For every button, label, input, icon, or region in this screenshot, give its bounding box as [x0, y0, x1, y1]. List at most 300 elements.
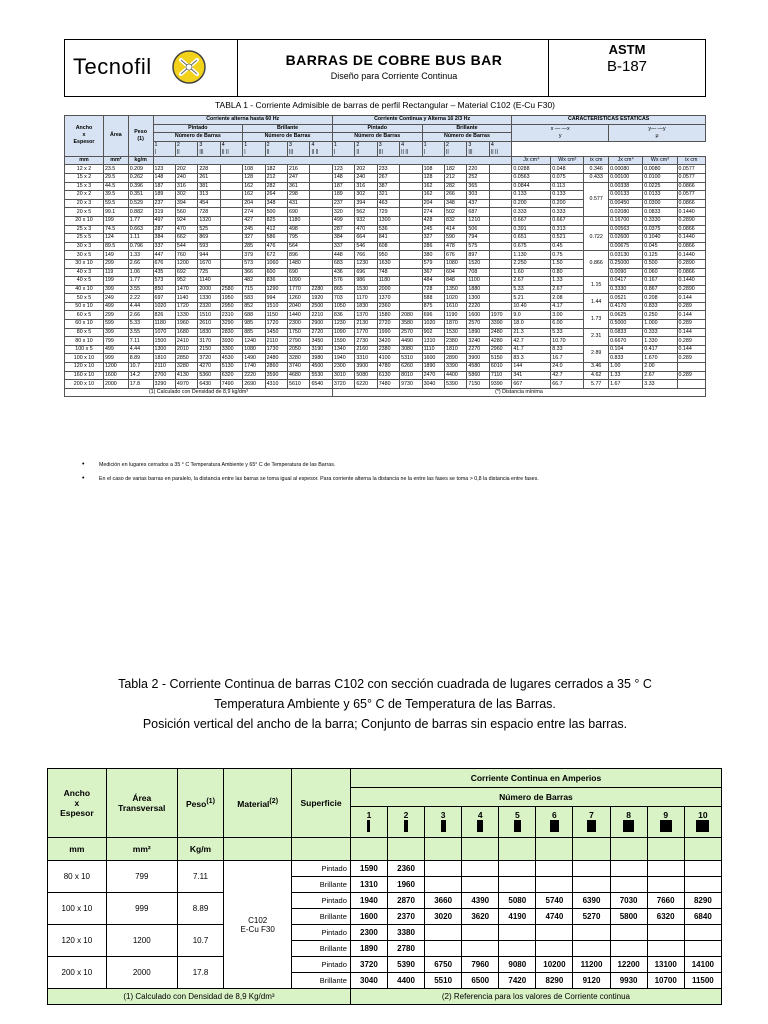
t1-cell: 2500: [310, 302, 332, 311]
t1-data-row: [65, 302, 706, 311]
t1-unit-jx: Jx cm⁴: [512, 156, 551, 165]
t2-cell: 2360: [387, 861, 424, 877]
t1-cell: 3900: [467, 354, 489, 363]
t1-cell: 20 x 2: [65, 191, 104, 200]
t2-cell: 1600: [350, 909, 387, 925]
t2-cell: 9080: [499, 957, 536, 973]
t1-cell: 484: [422, 277, 444, 286]
t1-cell: 247: [288, 173, 310, 182]
t1-cell: [400, 294, 422, 303]
t1-cell: 74.5: [103, 225, 128, 234]
t1-bar-count: 4 || ||: [400, 141, 422, 156]
t1-cell: 2210: [310, 311, 332, 320]
t1-ac-brillante: Brillante: [243, 124, 333, 133]
t1-cell: [310, 251, 332, 260]
t2-head-peso: Peso$^{(1)}$: [177, 769, 223, 838]
t1-cell: 499: [103, 345, 128, 354]
t1-cell: 4530: [220, 354, 242, 363]
t1-cell: 2900: [310, 320, 332, 329]
t1-cell: [489, 234, 511, 243]
t1-cell: 0.0866: [677, 182, 705, 191]
t1-cell: 8.33: [551, 345, 584, 354]
t1-cell: [489, 216, 511, 225]
t1-cell: 0.0866: [677, 199, 705, 208]
t1-cell: 5.21: [512, 294, 551, 303]
t2-cell: 12200: [610, 957, 647, 973]
t2-foot-density: (1) Calculado con Densidad de 8,9 Kg/dm³: [48, 989, 351, 1005]
t1-cell: 6430: [198, 380, 220, 389]
t1-cell: 0.3330: [643, 216, 677, 225]
t1-cell: 384: [332, 234, 354, 243]
t1-cell: 0.0866: [677, 268, 705, 277]
t1-cell: 15 x 3: [65, 182, 104, 191]
t1-cell: 316: [175, 182, 197, 191]
t1-cell: 0.2890: [677, 285, 705, 294]
t1-cell: [400, 199, 422, 208]
t1-cell: 794: [467, 234, 489, 243]
t1-cell: 120 x 10: [65, 363, 104, 372]
t1-cell: 21.3: [512, 328, 551, 337]
t1-cell: 5860: [467, 371, 489, 380]
t1-cell: 7110: [489, 371, 511, 380]
t1-cell: [677, 380, 705, 389]
t2-bar-count: 8: [610, 807, 647, 838]
t2-cell: 6390: [573, 893, 610, 909]
t1-cell: 0.0300: [643, 199, 677, 208]
t1-cell: 0.3330: [609, 285, 643, 294]
t2-unit-kgm: Kg/m: [177, 838, 223, 861]
t1-cell: 0.289: [677, 337, 705, 346]
t1-cell: [489, 165, 511, 174]
t1-cell: 502: [445, 208, 467, 217]
t2-bar-count: 3: [425, 807, 462, 838]
t1-cell: 1.330: [643, 337, 677, 346]
t1-cell: 2.00: [643, 363, 677, 372]
t1-cell: 5610: [288, 380, 310, 389]
t1-cell: 1890: [467, 328, 489, 337]
t1-cell: 2.250: [512, 259, 551, 268]
t1-unit-ix: ix cm: [584, 156, 609, 165]
t1-cell: 593: [198, 242, 220, 251]
t1-cell: 3980: [310, 354, 332, 363]
t2-cell: 5080: [499, 893, 536, 909]
t1-cell: 708: [467, 268, 489, 277]
t1-cell: [489, 285, 511, 294]
t1-cell: 1300: [377, 216, 399, 225]
t2-cell: [425, 941, 462, 957]
t1-cell: 690: [288, 208, 310, 217]
t2-data-row: [48, 925, 722, 941]
t1-cell: 16.7: [551, 354, 584, 363]
t1-cell: 245: [422, 225, 444, 234]
t1-cell: 672: [265, 251, 287, 260]
t1-cell: 1730: [265, 345, 287, 354]
t1-cell: 583: [243, 294, 265, 303]
t1-cell: 1070: [153, 328, 175, 337]
t1-cell: 0.262: [128, 173, 153, 182]
t1-cell: 4310: [265, 380, 287, 389]
t1-cell: 3310: [355, 354, 377, 363]
t1-cell: 0.867: [643, 285, 677, 294]
t1-cell: 0.833: [643, 302, 677, 311]
t1-cell: 841: [377, 234, 399, 243]
t1-cell: 5080: [355, 371, 377, 380]
t2-cell: [499, 925, 536, 941]
t1-cell: 1960: [175, 320, 197, 329]
t2-head-superficie: Superficie: [292, 769, 351, 838]
t1-cell: 447: [153, 251, 175, 260]
bar-section-icon: [587, 820, 597, 832]
t1-cell: 0.722: [584, 225, 609, 251]
t1-cell: 320: [332, 208, 354, 217]
t1-cell: 2220: [243, 371, 265, 380]
t1-cell: 2790: [288, 337, 310, 346]
t1-cell: 0.80: [551, 268, 584, 277]
t1-cell: 0.2890: [677, 259, 705, 268]
t1-cell: 0.03130: [609, 251, 643, 260]
t1-cell: 1510: [198, 311, 220, 320]
t1-cell: 0.866: [584, 251, 609, 277]
t2-bar-count: 9: [647, 807, 684, 838]
t1-cell: 0.0833: [609, 328, 643, 337]
t1-cell: [310, 199, 332, 208]
t1-cell: 1.67: [609, 380, 643, 389]
t1-cell: 5390: [445, 380, 467, 389]
t2-cell: 14100: [684, 957, 721, 973]
t2-cell: [536, 925, 573, 941]
t1-cell: 1880: [467, 285, 489, 294]
t2-cell: [462, 877, 499, 893]
t1-cell: 1530: [355, 285, 377, 294]
t2-surface: Brillante: [292, 877, 351, 893]
t1-cell: 0.521: [551, 234, 584, 243]
t2-surface: Pintado: [292, 925, 351, 941]
t1-cell: 1600: [103, 371, 128, 380]
t1-cell: 536: [377, 225, 399, 234]
t1-cell: 394: [175, 199, 197, 208]
t1-cell: 20 x 10: [65, 216, 104, 225]
t1-cell: 848: [445, 277, 467, 286]
t1-cell: 435: [153, 268, 175, 277]
t1-cell: 454: [198, 199, 220, 208]
t1-cell: 0.00080: [609, 165, 643, 174]
t1-cell: [400, 165, 422, 174]
t1-cell: 1260: [288, 294, 310, 303]
t1-cell: 124: [103, 234, 128, 243]
t1-cell: 89.5: [103, 242, 128, 251]
t1-cell: 664: [355, 234, 377, 243]
t1-unit-mm2: mm²: [103, 156, 128, 165]
t1-cell: 0.00675: [609, 242, 643, 251]
t1-cell: 692: [175, 268, 197, 277]
t1-cell: 286: [422, 242, 444, 251]
t1-cell: 0.529: [128, 199, 153, 208]
t1-cell: 327: [243, 234, 265, 243]
t2-cell: [610, 861, 647, 877]
t1-cell: 1080: [445, 259, 467, 268]
t2-cell-peso: 7.11: [177, 861, 223, 893]
t1-bar-count: 1 |: [153, 141, 175, 156]
t1-cell: 2220: [467, 302, 489, 311]
t1-cell: [310, 234, 332, 243]
t2-cell: 5510: [425, 973, 462, 989]
t1-cell: 924: [175, 216, 197, 225]
t1-cell: 128: [422, 173, 444, 182]
t1-bar-count: 3 |||: [467, 141, 489, 156]
t1-cell: 436: [332, 268, 354, 277]
t1-dc-pintado: Pintado: [332, 124, 422, 133]
t1-cell: 100 x 5: [65, 345, 104, 354]
t1-data-row: [65, 173, 706, 182]
t1-cell: 282: [265, 182, 287, 191]
t1-cell: 0.0577: [677, 191, 705, 200]
t1-cell: 1770: [355, 328, 377, 337]
t1-cell: 1.44: [584, 294, 609, 311]
t1-cell: 0.333: [512, 208, 551, 217]
t1-cell: 2040: [288, 302, 310, 311]
t1-cell: 399: [103, 285, 128, 294]
t1-cell: 8.89: [128, 354, 153, 363]
t1-cell: 240: [355, 173, 377, 182]
t1-cell: 148: [332, 173, 354, 182]
t1-bar-count: 1 |: [332, 141, 354, 156]
t1-bar-count: 4 || ||: [489, 141, 511, 156]
t1-cell: 499: [103, 302, 128, 311]
t1-cell: 586: [265, 234, 287, 243]
t1-cell: 6220: [355, 380, 377, 389]
t1-cell: 0.882: [128, 208, 153, 217]
t2-cell: [647, 925, 684, 941]
t1-cell: 302: [355, 191, 377, 200]
t1-cell: 2270: [467, 345, 489, 354]
t1-data-row: [65, 191, 706, 200]
t1-cell: 367: [422, 268, 444, 277]
t1-cell: 1480: [288, 259, 310, 268]
t1-cell: 7.11: [128, 337, 153, 346]
t1-cell: 3040: [422, 380, 444, 389]
t1-cell: 725: [198, 268, 220, 277]
t1-cell: 6.00: [551, 320, 584, 329]
t2-cell: 1940: [350, 893, 387, 909]
t2-cell: [610, 941, 647, 957]
t1-cell: 688: [243, 311, 265, 320]
t1-cell: 1890: [422, 363, 444, 372]
t1-cell: 144: [512, 363, 551, 372]
t1-cell: 0.1440: [677, 208, 705, 217]
t1-cell: 579: [422, 259, 444, 268]
t1-cell: 285: [243, 242, 265, 251]
t1-cell: [220, 234, 242, 243]
t1-cell: [489, 199, 511, 208]
t1-cell: 0.02080: [609, 208, 643, 217]
t1-num-barras: Número de Barras: [243, 133, 333, 142]
t1-cell: 316: [355, 182, 377, 191]
t2-cell-peso: 10.7: [177, 925, 223, 957]
t1-cell: 683: [332, 259, 354, 268]
t1-cell: 59.5: [103, 199, 128, 208]
t1-cell: 4.17: [551, 302, 584, 311]
t1-cell: [400, 277, 422, 286]
t1-cell: 4970: [175, 380, 197, 389]
t1-cell: 245: [243, 225, 265, 234]
t1-cell: 852: [243, 302, 265, 311]
document-header: [64, 39, 706, 97]
t1-cell: 3240: [467, 337, 489, 346]
t1-cell: 1630: [377, 259, 399, 268]
t1-cell: 944: [198, 251, 220, 260]
bar-section-icon: [550, 820, 559, 832]
t2-surface: Pintado: [292, 893, 351, 909]
t1-cell: 1.77: [128, 277, 153, 286]
t1-cell: 2310: [220, 311, 242, 320]
t1-cell: 3590: [265, 371, 287, 380]
t1-group-char: CARACTERISTICAS ESTATICAS: [512, 116, 706, 125]
t1-cell: 99.1: [103, 208, 128, 217]
t1-unit-iy: ix cm: [677, 156, 705, 165]
t2-cell: 11200: [573, 957, 610, 973]
t1-cell: 2.22: [128, 294, 153, 303]
t1-cell: 182: [265, 165, 287, 174]
t1-cell: 50 x 5: [65, 294, 104, 303]
t1-cell: 1200: [103, 363, 128, 372]
t1-section-y-diagram: y— —y μ: [609, 124, 706, 141]
t1-cell: 4130: [175, 371, 197, 380]
t1-cell: 2850: [175, 354, 197, 363]
t1-cell: [400, 285, 422, 294]
t1-head-peso: Peso (1): [128, 116, 153, 157]
t1-cell: 4270: [198, 363, 220, 372]
t1-cell: 6010: [489, 363, 511, 372]
t2-cell: [499, 941, 536, 957]
t1-cell: [400, 302, 422, 311]
t1-cell: 3.55: [128, 328, 153, 337]
t1-cell: 1.130: [512, 251, 551, 260]
t1-cell: 2.31: [584, 328, 609, 345]
t1-cell: 1.60: [512, 268, 551, 277]
t1-cell: 667: [512, 380, 551, 389]
t1-cell: 676: [445, 251, 467, 260]
t1-cell: [489, 242, 511, 251]
t2-cell: [499, 877, 536, 893]
t1-cell: 41.7: [512, 345, 551, 354]
t1-cell: 1940: [332, 354, 354, 363]
t1-cell: 0.333: [551, 208, 584, 217]
t2-cell-area: 999: [106, 893, 177, 925]
t1-cell: 476: [265, 242, 287, 251]
t1-cell: 428: [422, 216, 444, 225]
t1-cell: 1080: [243, 345, 265, 354]
t1-cell: [310, 208, 332, 217]
t1-cell: 0.0563: [512, 173, 551, 182]
t1-cell: 1370: [355, 311, 377, 320]
t1-cell: 1340: [332, 345, 354, 354]
t1-cell: 994: [265, 294, 287, 303]
t1-data-row: [65, 234, 706, 243]
t2-cell: 11500: [684, 973, 721, 989]
t2-unit-mm2: mm²: [106, 838, 177, 861]
t1-cell: 0.0417: [609, 277, 643, 286]
t1-cell: 0.0521: [609, 294, 643, 303]
t1-cell: [489, 302, 511, 311]
t1-cell: 766: [355, 251, 377, 260]
t1-cell: [310, 173, 332, 182]
t2-cell: 8290: [536, 973, 573, 989]
t1-cell: 748: [377, 268, 399, 277]
t1-cell: 7480: [377, 380, 399, 389]
t1-cell: 24.0: [551, 363, 584, 372]
t1-cell: 2.89: [584, 345, 609, 362]
t1-cell: 0.1440: [677, 234, 705, 243]
t1-cell: [220, 259, 242, 268]
t1-cell: 985: [243, 320, 265, 329]
t1-cell: 1320: [198, 216, 220, 225]
t1-cell: 187: [332, 182, 354, 191]
t1-cell: [489, 251, 511, 260]
t1-cell: 6540: [310, 380, 332, 389]
t1-cell: 2570: [400, 328, 422, 337]
t1-cell: 0.144: [677, 328, 705, 337]
t2-cell: [573, 877, 610, 893]
t1-cell: 2730: [355, 337, 377, 346]
t2-cell: [573, 925, 610, 941]
t1-cell: 4280: [489, 337, 511, 346]
t1-cell: 4.62: [584, 371, 609, 380]
t1-cell: 1.00: [609, 363, 643, 372]
t2-head-numero: Número de Barras: [350, 788, 721, 807]
t1-cell: [310, 182, 332, 191]
t1-cell: 0.313: [551, 225, 584, 234]
t1-cell: 233: [377, 165, 399, 174]
t1-cell: 30 x 5: [65, 251, 104, 260]
t1-cell: 0.0866: [677, 225, 705, 234]
t1-cell: 123: [332, 165, 354, 174]
t1-cell: 564: [288, 242, 310, 251]
t1-cell: 952: [175, 277, 197, 286]
bar-section-icon: [441, 820, 446, 832]
t1-cell: 237: [332, 199, 354, 208]
t1-cell: 264: [265, 191, 287, 200]
t2-cell: 4740: [536, 909, 573, 925]
t1-cell: 0.796: [128, 242, 153, 251]
t2-cell: [462, 925, 499, 941]
t1-cell: [220, 216, 242, 225]
t1-head-area: Área: [103, 116, 128, 157]
t1-cell: 3190: [310, 345, 332, 354]
t1-cell: 1720: [175, 302, 197, 311]
t2-unit-mm: mm: [48, 838, 107, 861]
t1-cell: 1.33: [609, 371, 643, 380]
t1-cell: 1.73: [584, 311, 609, 328]
t1-cell: 4500: [310, 363, 332, 372]
t1-cell: 39.5: [103, 191, 128, 200]
t1-cell: [220, 225, 242, 234]
t1-cell: 950: [377, 251, 399, 260]
t1-cell: 200 x 10: [65, 380, 104, 389]
t2-cell: 7960: [462, 957, 499, 973]
t1-cell: 1140: [198, 277, 220, 286]
t1-cell: 1990: [377, 328, 399, 337]
t2-surface: Pintado: [292, 861, 351, 877]
t1-cell: [489, 191, 511, 200]
t1-group-dc: Corriente Continua y Alterna 16 2/3 Hz: [332, 116, 511, 125]
t1-cell: 202: [175, 165, 197, 174]
t1-cell: 216: [288, 165, 310, 174]
t1-cell: 5.33: [512, 285, 551, 294]
t1-cell: 448: [332, 251, 354, 260]
bar-section-icon: [477, 820, 483, 832]
t1-cell: 0.1440: [677, 277, 705, 286]
t1-cell: 0.651: [512, 234, 551, 243]
